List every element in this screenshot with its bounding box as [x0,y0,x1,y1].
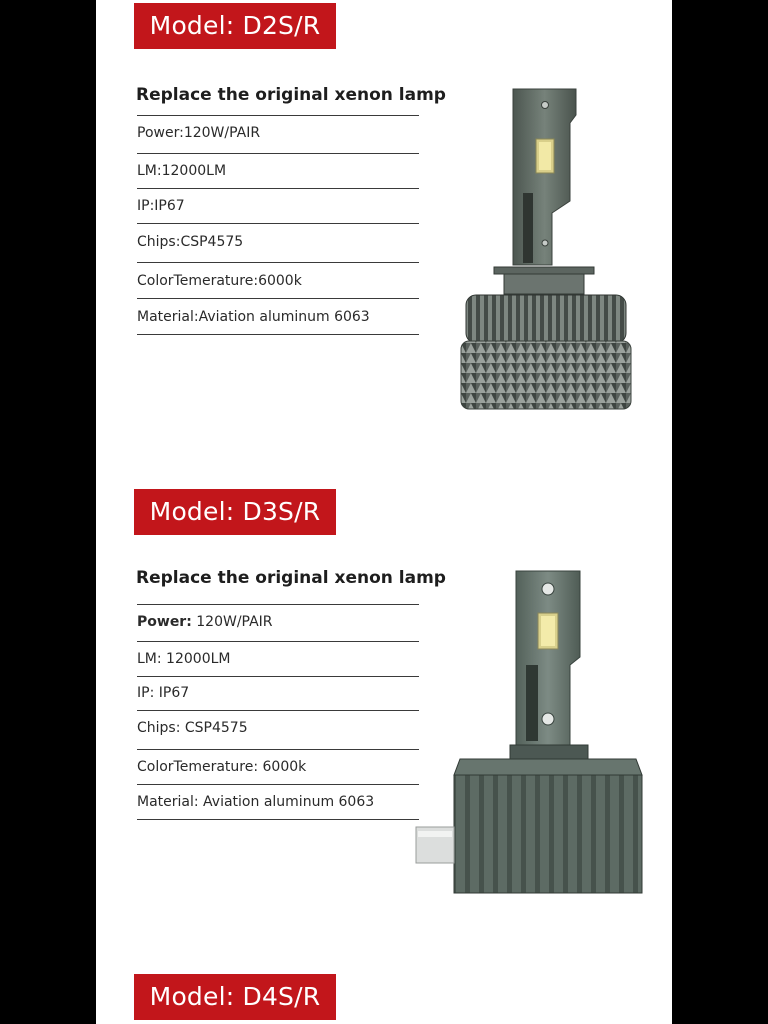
spec-divider [137,262,419,263]
spec-power: Power:120W/PAIR [137,125,261,141]
spec-color-temperature: ColorTemerature: 6000k [137,759,307,775]
spec-divider [137,115,419,116]
spec-power: Power: 120W/PAIR [137,614,273,630]
spec-chips: Chips: CSP4575 [137,720,248,736]
d2s-led-bulb-image [456,83,636,413]
model-banner-d2s: Model: D2S/R [134,3,336,49]
section-heading: Replace the original xenon lamp [136,85,446,105]
spec-divider [137,710,419,711]
model-banner-d3s: Model: D3S/R [134,489,336,535]
spec-ip: IP: IP67 [137,685,190,701]
spec-divider [137,298,419,299]
section-heading: Replace the original xenon lamp [136,568,446,588]
spec-ip: IP:IP67 [137,198,185,214]
model-banner-d4s: Model: D4S/R [134,974,336,1020]
spec-lumen: LM: 12000LM [137,651,231,667]
product-spec-page [96,0,672,1024]
d3s-led-bulb-image [414,569,646,899]
spec-divider [137,223,419,224]
spec-divider [137,819,419,820]
spec-divider [137,604,419,605]
spec-divider [137,153,419,154]
spec-divider [137,334,419,335]
d3s-section [96,489,672,929]
spec-divider [137,749,419,750]
spec-color-temperature: ColorTemerature:6000k [137,273,302,289]
spec-divider [137,676,419,677]
d2s-section [96,3,672,443]
spec-divider [137,188,419,189]
spec-divider [137,784,419,785]
d4s-section [96,974,672,1024]
spec-material: Material: Aviation aluminum 6063 [137,794,375,810]
spec-lumen: LM:12000LM [137,163,227,179]
spec-chips: Chips:CSP4575 [137,234,244,250]
spec-material: Material:Aviation aluminum 6063 [137,309,370,325]
spec-divider [137,641,419,642]
